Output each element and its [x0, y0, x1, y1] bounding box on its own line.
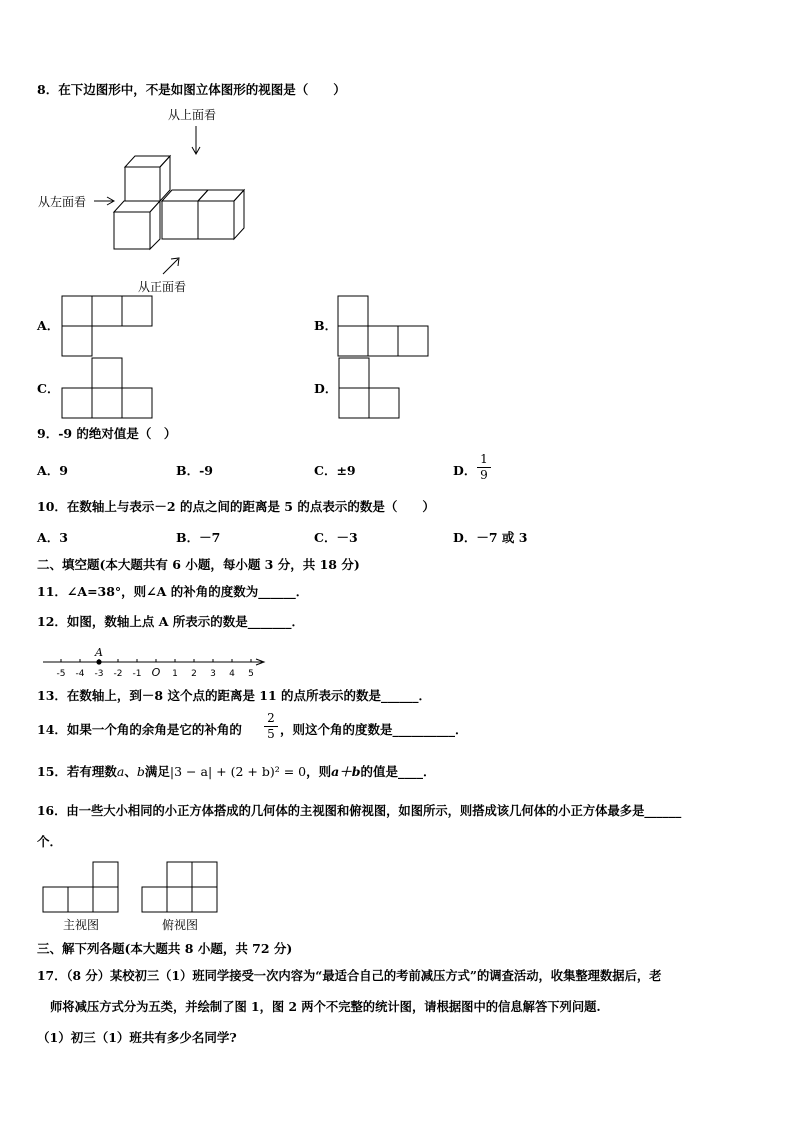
q8-3d-figure: [0, 0, 794, 300]
q16-line2: 个．: [37, 834, 63, 849]
q15-var-b: b: [136, 764, 145, 779]
number-line-tick-label: 3: [210, 669, 216, 679]
q15-sep: 、: [124, 764, 137, 779]
q16-top-view: [140, 860, 220, 916]
option-b-label: B．: [314, 318, 338, 333]
section-2-heading: 二、填空题(本大题共有 6 小题，每小题 3 分，共 18 分): [37, 557, 360, 572]
cube-top-top: [125, 156, 170, 167]
cube-r1-front: [162, 201, 198, 239]
number-line-tick-label: -2: [113, 669, 123, 679]
q9-option-a: A．9: [37, 463, 68, 478]
cube-r2-front: [198, 201, 234, 239]
option-a-figure: [61, 295, 161, 359]
q13-text: 13．在数轴上，到－8 这个点的距离是 11 的点所表示的数是______．: [37, 688, 432, 703]
q9-stem: 9．-9 的绝对值是（ ）: [37, 426, 177, 441]
q15-line: [37, 764, 435, 780]
number-line-tick-label: -1: [132, 669, 142, 679]
q10-option-a: A．3: [37, 530, 68, 545]
q16-top-view-label: 俯视图: [162, 918, 199, 932]
cube-r2-side: [234, 190, 244, 239]
q15-var-a: a: [116, 764, 125, 779]
q15-mid: 满足: [144, 764, 170, 779]
q15-expr: a＋b: [331, 764, 361, 779]
q10-option-b: B．－7: [176, 530, 221, 545]
option-a-label: A．: [37, 318, 60, 333]
q10-option-d: D．－7 或 3: [453, 530, 528, 545]
cube-top-front: [125, 167, 160, 201]
q14-denominator: 5: [267, 727, 275, 741]
number-line-tick-label: 1: [172, 669, 178, 679]
q12-number-line: [40, 645, 280, 685]
view-left-label: 从左面看: [38, 195, 87, 209]
arrow-front-shaft: [163, 259, 178, 274]
q8-stem: 8．在下边图形中，不是如图立体图形的视图是（ ）: [37, 82, 346, 97]
q9-option-d-fraction: [477, 452, 491, 483]
number-line-tick-label: O: [151, 666, 161, 679]
q16-front-view-label: 主视图: [63, 918, 100, 932]
q15-after2: 的值是____．: [360, 764, 436, 779]
cube-r2-top: [198, 190, 244, 201]
q15-formula: |3 − a| + (2 + b)² = 0: [169, 764, 307, 779]
q9-option-c: C．±9: [314, 463, 356, 478]
q14-numerator: 2: [264, 711, 278, 727]
option-c-figure: [61, 357, 161, 421]
cube-front-front: [114, 212, 150, 249]
q14-fraction: [264, 711, 278, 742]
view-top-label: 从上面看: [168, 108, 217, 122]
point-a-label: A: [95, 646, 103, 659]
number-line-tick-label: -4: [75, 669, 85, 679]
q9-option-d-label: D．: [453, 463, 477, 478]
q16-front-view: [41, 860, 121, 916]
q9-option-b: B．-9: [176, 463, 213, 478]
option-b-figure: [337, 295, 437, 359]
option-c-label: C．: [37, 381, 60, 396]
q17-sub1: （1）初三（1）班共有多少名同学?: [37, 1030, 237, 1045]
option-d-label: D．: [314, 381, 338, 396]
q12-stem: 12．如图，数轴上点 A 所表示的数是_______．: [37, 614, 305, 629]
q10-option-c: C．－3: [314, 530, 358, 545]
q17-line1: 17．（8 分）某校初三（1）班同学接受一次内容为“最适合自己的考前减压方式”的调查活动，收集整理数据后，老: [37, 968, 662, 983]
number-line-tick-label: 5: [248, 669, 254, 679]
option-d-figure: [338, 357, 408, 421]
number-line-tick-label: 4: [229, 669, 235, 679]
number-line-tick-label: -5: [56, 669, 66, 679]
q9-d-denominator: 9: [480, 468, 488, 482]
q16-line1: 16．由一些大小相同的小正方体搭成的几何体的主视图和俯视图，如图所示，则搭成该几何体的小正方体最多是______: [37, 803, 682, 818]
q9-d-numerator: 1: [477, 452, 491, 468]
q17-line2: 师将减压方式分为五类，并绘制了图 1，图 2 两个不完整的统计图，请根据图中的信息解答下列问题.: [50, 999, 601, 1014]
section-3-heading: 三、解下列各题(本大题共 8 小题，共 72 分): [37, 941, 293, 956]
number-line-tick-label: -3: [94, 669, 104, 679]
q11-text: 11．∠A=38°，则∠A 的补角的度数为______．: [37, 584, 309, 599]
view-front-label: 从正面看: [138, 280, 187, 294]
q14-after: ，则这个角的度数是__________．: [280, 722, 468, 737]
number-line-tick-label: 2: [191, 669, 197, 679]
q15-before: 15．若有理数: [37, 764, 117, 779]
point-a-dot: [96, 659, 101, 664]
q15-after1: ，则: [306, 764, 332, 779]
q14-before: 14．如果一个角的余角是它的补角的: [37, 722, 242, 737]
q10-stem: 10．在数轴上与表示－2 的点之间的距离是 5 的点表示的数是（ ）: [37, 499, 435, 514]
